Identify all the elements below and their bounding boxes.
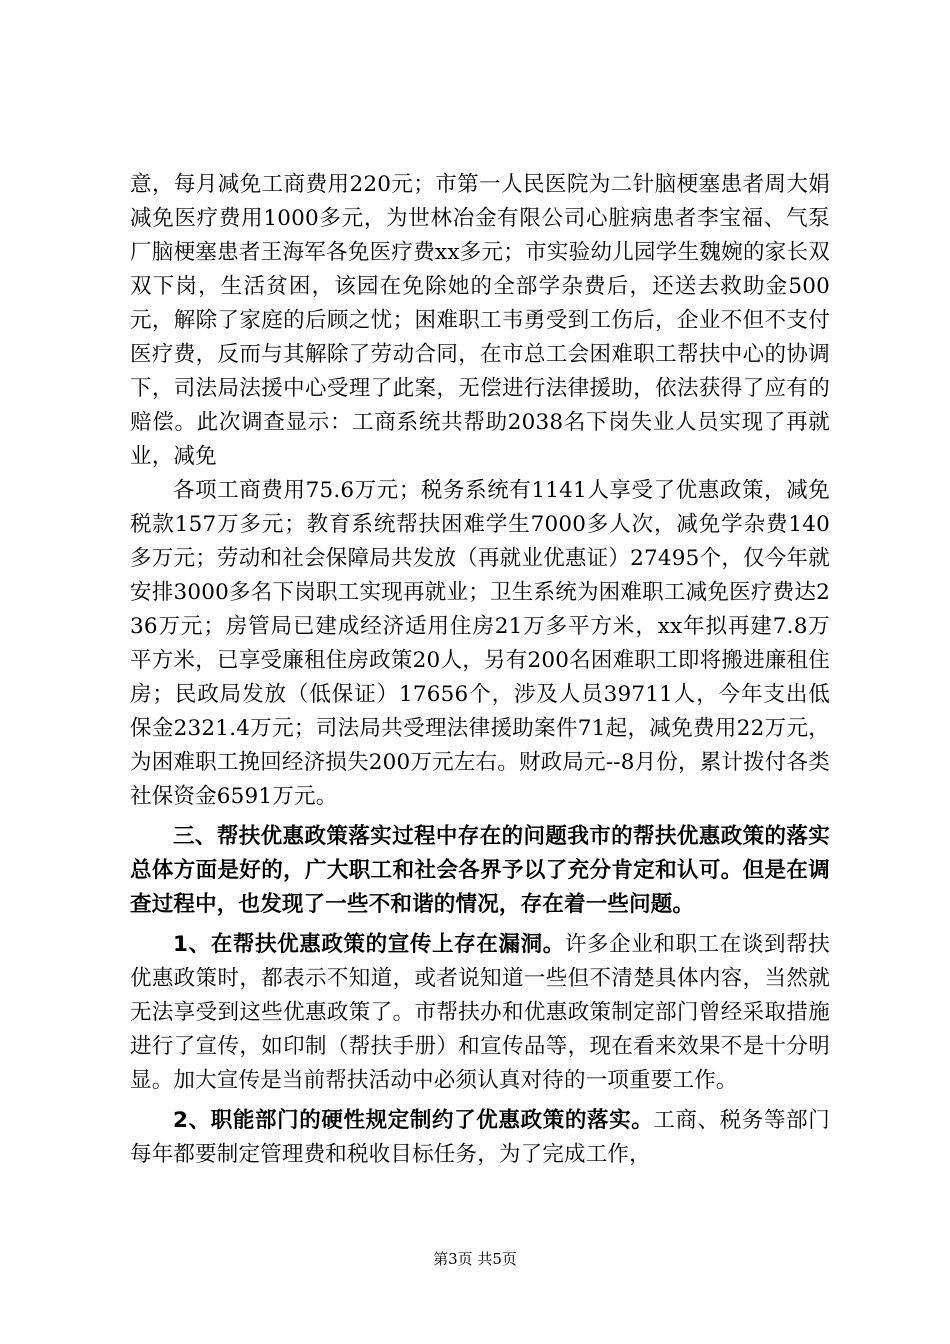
paragraph-lead-1: 1、在帮扶优惠政策的宣传上存在漏洞。 [173,932,565,957]
paragraph-continuation: 意，每月减免工商费用220元；市第一人民医院为二针脑梗塞患者周大娟减免医疗费用1000多元，为世林冶金有限公司心脏病患者李宝福、气泵厂脑梗塞患者王海军各免医疗费xx多元；市实验幼儿园学生魏婉的家长双双下岗，生活贫困，该园在免除她的全部学杂费后，还送去救助金500元，解除了家庭的后顾之忧；困难职工韦勇受到工伤后，企业不但不支付医疗费，反而与其解除了劳动合同，在市总工会困难职工帮扶中心的协调下，司法局法援中心受理了此案，无偿进行法律援助，依法获得了应有的赔偿。此次调查显示：工商系统共帮助2038名下岗失业人员实现了再就业，减免 [130,172,830,469]
paragraph-department-rules [130,1104,830,1172]
section-heading-problems: 三、帮扶优惠政策落实过程中存在的问题我市的帮扶优惠政策的落实总体方面是好的，广大职工和社会各界予以了充分肯定和认可。但是在调查过程中，也发现了一些不和谐的情况，存在着一些问题。 [130,824,830,917]
paragraph-publicity-gap [130,928,830,1098]
document-body [130,168,830,1172]
page-number-footer: 第3页 共5页 [433,1250,517,1268]
paragraph-body-2: 工商、税务等部门每年都要制定管理费和税收目标任务，为了完成工作， [130,1108,830,1167]
paragraph-lead-2: 2、职能部门的硬性规定制约了优惠政策的落实。 [173,1108,654,1133]
paragraph-statistics: 各项工商费用75.6万元；税务系统有1141人享受了优惠政策，减免税款157万多元；教育系统帮扶困难学生7000多人次，减免学杂费140多万元；劳动和社会保障局共发放（再就业优惠证）27495个，仅今年就安排3000多名下岗职工实现再就业；卫生系统为困难职工减免医疗费达236万元；房管局已建成经济适用住房21万多平方米，xx年拟再建7.8万平方米，已享受廉租住房政策20人，另有200名困难职工即将搬进廉租住房；民政局发放（低保证）17656个，涉及人员39711人，今年支出低保金2321.4万元；司法局共受理法律援助案件71起，减免费用22万元，为困难职工挽回经济损失200万元左右。财政局元--8月份，累计拨付各类社保资金6591万元。 [130,478,830,809]
paragraph-body-1: 许多企业和职工在谈到帮扶优惠政策时，都表示不知道，或者说知道一些但不清楚具体内容，当然就无法享受到这些优惠政策了。市帮扶办和优惠政策制定部门曾经采取措施进行了宣传，如印制（帮扶手册）和宣传品等，现在看来效果不是十分明显。加大宣传是当前帮扶活动中必须认真对待的一项重要工作。 [130,932,830,1093]
